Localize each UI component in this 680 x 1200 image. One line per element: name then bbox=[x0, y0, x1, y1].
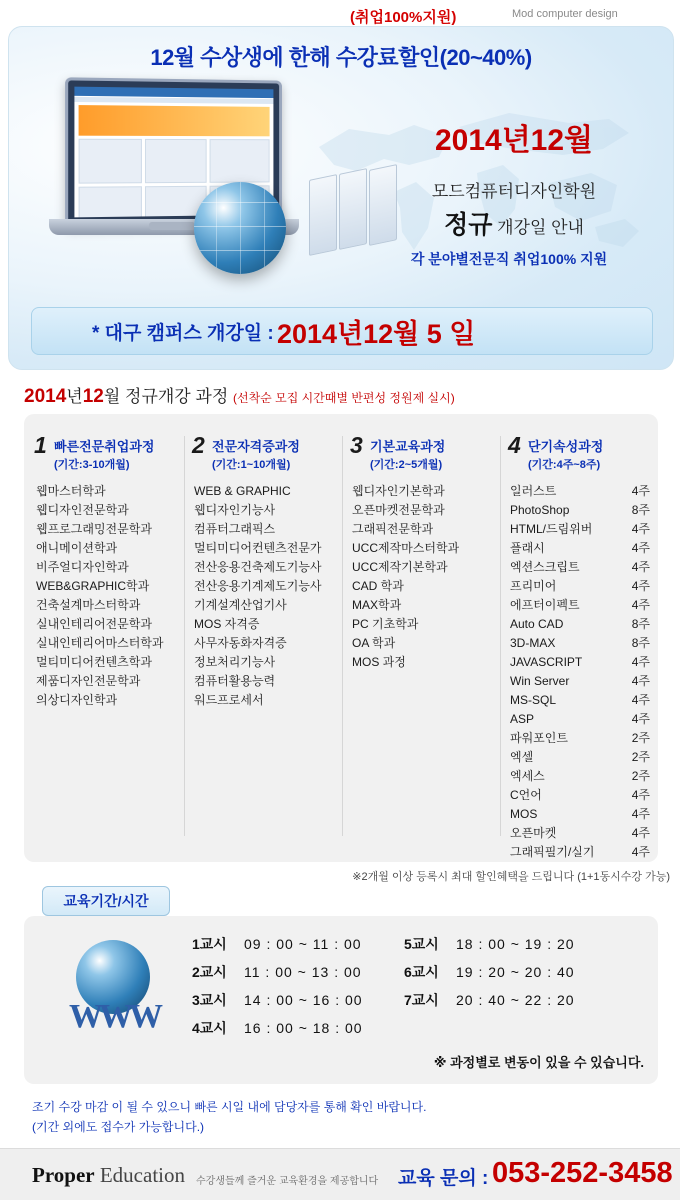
list-item bbox=[510, 482, 650, 501]
list-item: 그래픽전문학과 bbox=[352, 522, 434, 536]
list-item: 오픈마켓전문학과 bbox=[352, 503, 445, 517]
period-label: 1교시 bbox=[192, 936, 227, 952]
item-weeks: 4주 bbox=[631, 826, 650, 840]
item-name: 엑션스크립트 bbox=[510, 560, 580, 574]
schedule-row bbox=[192, 1018, 644, 1046]
list-item bbox=[510, 843, 650, 862]
period-time: 16 : 00 ~ 18 : 00 bbox=[244, 1020, 363, 1036]
mod-label: Mod computer design bbox=[512, 8, 618, 20]
list-item: 의상디자인학과 bbox=[36, 693, 118, 707]
item-weeks: 4주 bbox=[631, 522, 650, 536]
column-divider bbox=[500, 436, 501, 836]
globe-icon bbox=[194, 182, 286, 274]
item-weeks: 4주 bbox=[631, 560, 650, 574]
hero-banner bbox=[8, 26, 674, 370]
column-divider bbox=[342, 436, 343, 836]
item-name: C언어 bbox=[510, 788, 542, 802]
list-item: OA 학과 bbox=[352, 636, 396, 650]
list-item bbox=[510, 767, 650, 786]
list-item bbox=[510, 691, 650, 710]
course-title: 기본교육과정 bbox=[370, 439, 446, 454]
list-item: 웹디자인전문학과 bbox=[36, 503, 129, 517]
brand-logo bbox=[32, 1163, 185, 1188]
column-divider bbox=[184, 436, 185, 836]
item-name: HTML/드림위버 bbox=[510, 522, 593, 536]
section-title bbox=[24, 382, 664, 408]
list-item: 사무자동화자격증 bbox=[194, 636, 287, 650]
list-item: 제품디자인전문학과 bbox=[36, 674, 141, 688]
list-item bbox=[510, 748, 650, 767]
list-item bbox=[510, 596, 650, 615]
hero-year-month: 2014년12월 bbox=[434, 124, 594, 157]
list-item bbox=[510, 824, 650, 843]
item-name: 프리미어 bbox=[510, 579, 557, 593]
course-column-1 bbox=[34, 432, 184, 844]
course-panel bbox=[24, 414, 658, 862]
item-name: 플래시 bbox=[510, 541, 545, 555]
period-time: 19 : 20 ~ 20 : 40 bbox=[456, 964, 575, 980]
schedule-row bbox=[192, 962, 644, 990]
item-weeks: 8주 bbox=[631, 617, 650, 631]
period-label: 5교시 bbox=[404, 936, 439, 952]
list-item: MOS 자격증 bbox=[194, 617, 260, 631]
list-item: MOS 과정 bbox=[352, 655, 406, 669]
regular-prefix: 정규 bbox=[444, 211, 493, 239]
item-weeks: 4주 bbox=[631, 712, 650, 726]
item-weeks: 4주 bbox=[631, 579, 650, 593]
course-title: 빠른전문취업과정 bbox=[54, 439, 155, 454]
course-period: (기간:2~5개월) bbox=[370, 459, 443, 471]
list-item: 웹프로그래밍전문학과 bbox=[36, 522, 152, 536]
schedule-tab-label: 교육기간/시간 bbox=[42, 886, 170, 916]
item-name: 3D-MAX bbox=[510, 636, 556, 650]
list-item: CAD 학과 bbox=[352, 579, 404, 593]
item-name: 에프터이펙트 bbox=[510, 598, 580, 612]
course-period: (기간:3-10개월) bbox=[54, 459, 130, 471]
schedule-row bbox=[192, 990, 644, 1018]
hero-headline: 12월 수상생에 한해 수강료할인(20~40%) bbox=[150, 45, 532, 70]
list-item bbox=[510, 539, 650, 558]
course-number: 1 bbox=[34, 432, 47, 458]
list-item: UCC제작기본학과 bbox=[352, 560, 448, 574]
period-label: 2교시 bbox=[192, 964, 227, 980]
list-item: MAX학과 bbox=[352, 598, 402, 612]
course-title: 단기속성과정 bbox=[528, 439, 604, 454]
course-item-list bbox=[352, 482, 500, 672]
item-name: JAVASCRIPT bbox=[510, 655, 583, 669]
item-weeks: 8주 bbox=[631, 636, 650, 650]
list-item: 전산응용기계제도기능사 bbox=[194, 579, 322, 593]
list-item bbox=[510, 501, 650, 520]
item-weeks: 2주 bbox=[631, 731, 650, 745]
item-weeks: 4주 bbox=[631, 655, 650, 669]
list-item: UCC제작마스터학과 bbox=[352, 541, 460, 555]
campus-open-value: 2014년12월 5 일 bbox=[277, 319, 476, 349]
item-name: Win Server bbox=[510, 674, 570, 688]
course-column-3 bbox=[350, 432, 500, 844]
brand-tagline: 수강생들께 즐거운 교육환경을 제공합니다 bbox=[196, 1176, 379, 1187]
list-item bbox=[510, 653, 650, 672]
contact-phone-number: 053-252-3458 bbox=[492, 1157, 673, 1189]
list-item bbox=[510, 805, 650, 824]
list-item bbox=[510, 520, 650, 539]
period-time: 14 : 00 ~ 16 : 00 bbox=[244, 992, 363, 1008]
period-label: 6교시 bbox=[404, 964, 439, 980]
laptop-touchpad bbox=[149, 222, 195, 230]
list-item bbox=[510, 786, 650, 805]
course-number: 3 bbox=[350, 432, 363, 458]
item-name: PhotoShop bbox=[510, 503, 570, 517]
course-number: 4 bbox=[508, 432, 521, 458]
section-title-note: (선착순 모집 시간때별 반편성 정원제 실시) bbox=[233, 391, 455, 405]
regular-open-line bbox=[364, 205, 664, 241]
list-item: 멀티미디어컨텐츠전문가 bbox=[194, 541, 322, 555]
course-column-2 bbox=[192, 432, 342, 844]
item-weeks: 4주 bbox=[631, 845, 650, 859]
item-name: ASP bbox=[510, 712, 535, 726]
item-weeks: 4주 bbox=[631, 598, 650, 612]
list-item: WEB&GRAPHIC학과 bbox=[36, 579, 150, 593]
section-title-month: 12 bbox=[82, 386, 104, 407]
item-weeks: 4주 bbox=[631, 807, 650, 821]
course-item-list bbox=[510, 482, 658, 862]
period-time: 20 : 40 ~ 22 : 20 bbox=[456, 992, 575, 1008]
list-item bbox=[510, 729, 650, 748]
list-item: 실내인테리어마스터학과 bbox=[36, 636, 164, 650]
course-item-list bbox=[36, 482, 184, 710]
item-weeks: 8주 bbox=[631, 503, 650, 517]
list-item bbox=[510, 615, 650, 634]
section-title-year: 2014 bbox=[24, 386, 67, 407]
support-text: 각 분야별전문직 취업100% 지원 bbox=[410, 251, 608, 267]
list-item: 비주얼디자인학과 bbox=[36, 560, 129, 574]
list-item: 컴퓨터그래픽스 bbox=[194, 522, 276, 536]
list-item: 웹디자인기본학과 bbox=[352, 484, 445, 498]
list-item bbox=[510, 577, 650, 596]
course-period: (기간:1~10개월) bbox=[212, 459, 291, 471]
item-name: 엑세스 bbox=[510, 769, 545, 783]
period-label: 3교시 bbox=[192, 992, 227, 1008]
item-name: MS-SQL bbox=[510, 693, 557, 707]
item-weeks: 2주 bbox=[631, 750, 650, 764]
list-item: 컴퓨터활용능력 bbox=[194, 674, 276, 688]
campus-open-label: * 대구 캠퍼스 개강일 : bbox=[92, 323, 274, 344]
item-weeks: 4주 bbox=[631, 788, 650, 802]
course-column-4 bbox=[508, 432, 658, 859]
course-period: (기간:4주~8주) bbox=[528, 459, 601, 471]
item-weeks: 4주 bbox=[631, 674, 650, 688]
contact-label: 교육 문의 : bbox=[398, 1168, 489, 1189]
brand-name-second: Education bbox=[99, 1163, 185, 1187]
item-name: Auto CAD bbox=[510, 617, 564, 631]
regular-suffix: 개강일 안내 bbox=[492, 218, 584, 237]
course-number: 2 bbox=[192, 432, 205, 458]
list-item bbox=[510, 634, 650, 653]
item-name: 일러스트 bbox=[510, 484, 557, 498]
item-name: 그래픽필기/실기 bbox=[510, 845, 595, 859]
course-item-list bbox=[194, 482, 342, 710]
item-name: MOS bbox=[510, 807, 538, 821]
list-item: 워드프로세서 bbox=[194, 693, 264, 707]
schedule-rows bbox=[192, 934, 644, 1046]
list-item: 정보처리기능사 bbox=[194, 655, 276, 669]
course-title: 전문자격증과정 bbox=[212, 439, 300, 454]
list-item: WEB & GRAPHIC bbox=[194, 484, 291, 498]
list-item: 멀티미디어컨텐츠학과 bbox=[36, 655, 152, 669]
period-time: 18 : 00 ~ 19 : 20 bbox=[456, 936, 575, 952]
item-weeks: 4주 bbox=[631, 541, 650, 555]
employment-badge: (취업100%지원) bbox=[350, 9, 457, 26]
period-time: 11 : 00 ~ 13 : 00 bbox=[244, 964, 362, 980]
list-item bbox=[510, 710, 650, 729]
list-item bbox=[510, 558, 650, 577]
list-item: PC 기초학과 bbox=[352, 617, 419, 631]
section-title-rest: 정규개강 과정 bbox=[125, 387, 233, 406]
list-item: 웹디자인기능사 bbox=[194, 503, 276, 517]
list-item: 기계설계산업기사 bbox=[194, 598, 287, 612]
item-weeks: 4주 bbox=[631, 693, 650, 707]
period-label: 4교시 bbox=[192, 1020, 227, 1036]
list-item bbox=[510, 672, 650, 691]
list-item: 웹마스터학과 bbox=[36, 484, 106, 498]
item-weeks: 4주 bbox=[631, 484, 650, 498]
footer-bar bbox=[0, 1148, 680, 1200]
top-row bbox=[0, 4, 680, 26]
www-text: WWW bbox=[69, 998, 159, 1035]
section-title-month-suffix: 월 bbox=[103, 387, 126, 406]
item-name: 오픈마켓 bbox=[510, 826, 557, 840]
list-item: 애니메이션학과 bbox=[36, 541, 118, 555]
item-name: 파워포인트 bbox=[510, 731, 568, 745]
period-label: 7교시 bbox=[404, 992, 439, 1008]
schedule-note: ※ 과정별로 변동이 있을 수 있습니다. bbox=[433, 1055, 644, 1070]
discount-disclaimer: ※2개월 이상 등록시 최대 할인혜택을 드립니다 (1+1동시수강 가능) bbox=[352, 871, 670, 883]
schedule-globe-illustration bbox=[54, 940, 174, 1050]
list-item: 전산응용건축제도기능사 bbox=[194, 560, 322, 574]
list-item: 건축설계마스터학과 bbox=[36, 598, 141, 612]
brand-name-first: Proper bbox=[32, 1163, 95, 1187]
period-time: 09 : 00 ~ 11 : 00 bbox=[244, 936, 362, 952]
list-item: 실내인테리어전문학과 bbox=[36, 617, 152, 631]
academy-name: 모드컴퓨터디자인학원 bbox=[431, 182, 597, 201]
schedule-row bbox=[192, 934, 644, 962]
item-name: 엑셀 bbox=[510, 750, 534, 764]
section-title-mid: 년 bbox=[66, 387, 83, 406]
campus-open-band bbox=[31, 307, 653, 355]
schedule-panel bbox=[24, 916, 658, 1084]
footer-note-1: 조기 수강 마감 이 될 수 있으니 빠른 시일 내에 담당자를 통해 확인 바랍니다. bbox=[32, 1100, 427, 1114]
footer-note-2: (기간 외에도 접수가 가능합니다.) bbox=[32, 1120, 205, 1134]
item-weeks: 2주 bbox=[631, 769, 650, 783]
